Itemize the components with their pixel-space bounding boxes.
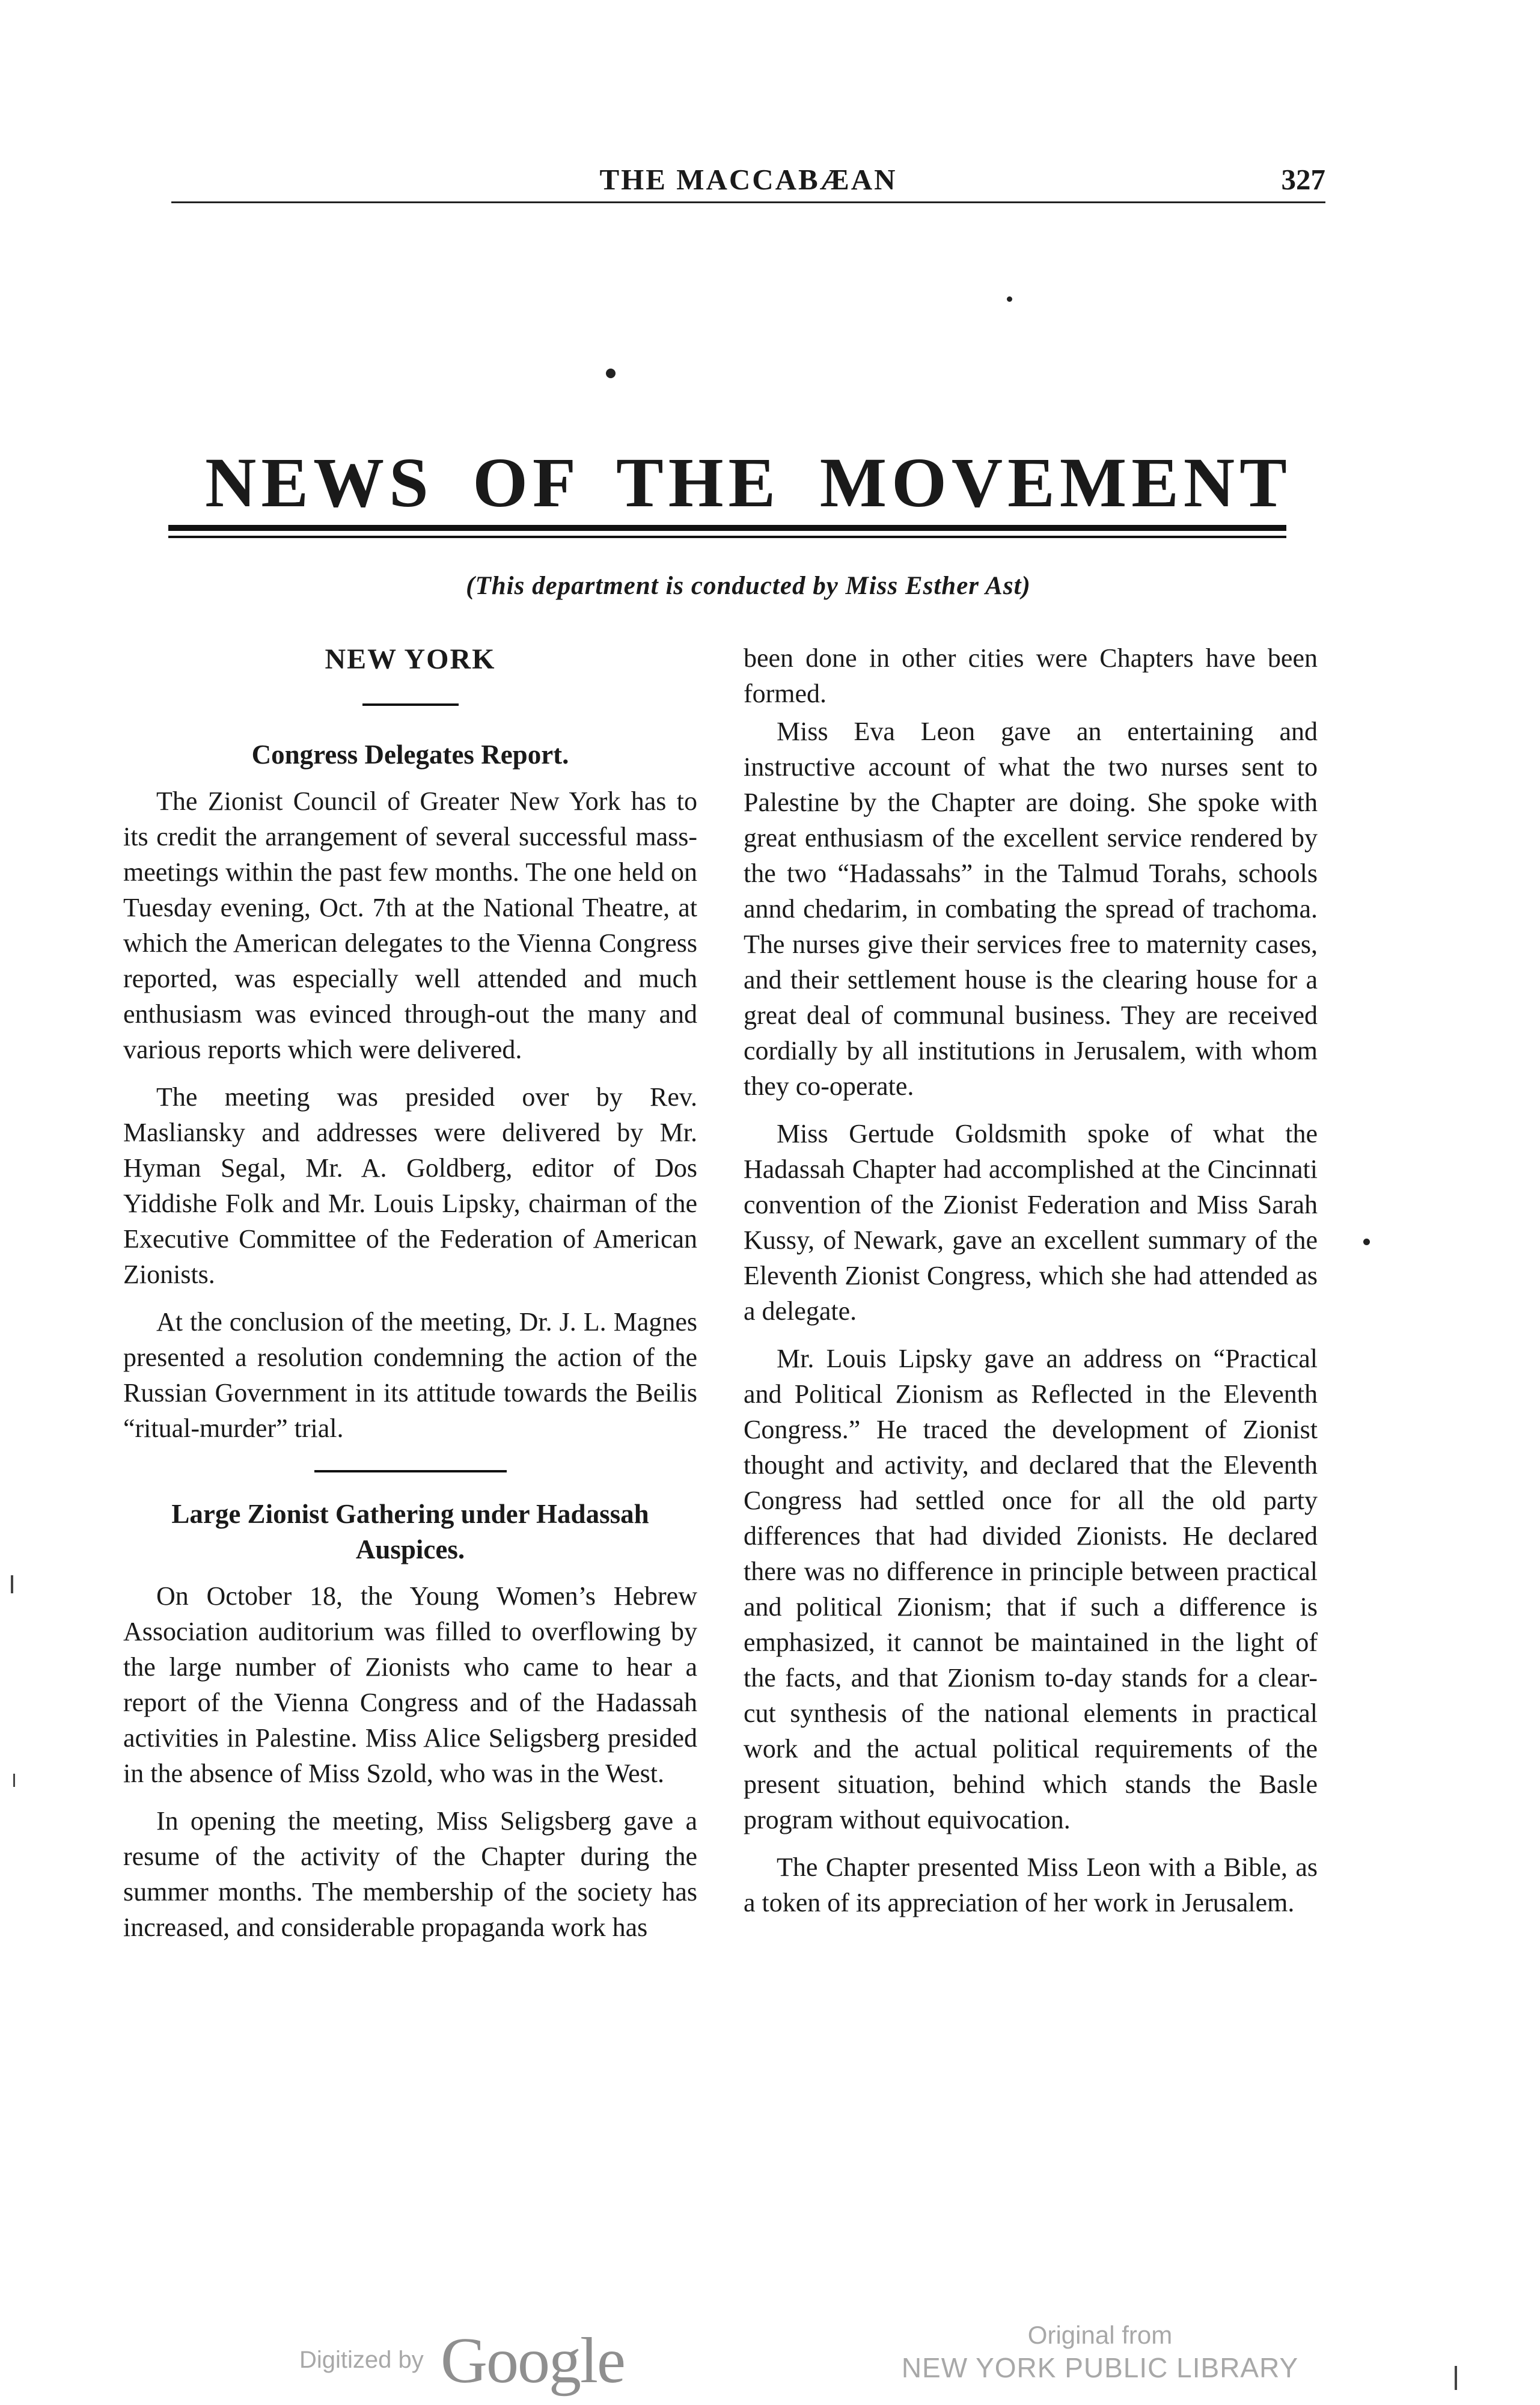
paragraph: Miss Eva Leon gave an entertaining and instructive account of what the two nurses sent to Palestine by the Chapter are doing. She spoke with great enthusiasm of the excellent service rendered by the two “Hadassahs” in the Talmud Torahs, schools annd chedarim, in combating the spread of trachoma. The nurses give their services free to maternity cases, and their settlement house is the clearing house for a great deal of communal business. They are received cordially by all institutions in Jerusalem, with whom they co-operate. bbox=[744, 717, 1318, 1101]
paragraph: In opening the meeting, Miss Seligsberg gave a resume of the activity of the Chapter during the summer months. The membership of the society has increased, and considerable propaganda work has bbox=[123, 1806, 697, 1942]
title-rule-thin bbox=[168, 536, 1286, 538]
paragraph: The meeting was presided over by Rev. Masliansky and addresses were delivered by Mr. Hyman Segal, Mr. A. Goldberg, editor of Dos Yiddishe Folk and Mr. Louis Lipsky, chairman of the Executive Committee of the Federation of American Zionists. bbox=[123, 1082, 697, 1289]
title-rule-thick bbox=[168, 525, 1286, 531]
section-title: NEWS OF THE MOVEMENT bbox=[205, 443, 1292, 522]
left-column bbox=[123, 640, 697, 1945]
subsection-heading: Large Zionist Gathering under Hadassah Auspices. bbox=[171, 1499, 649, 1564]
short-rule bbox=[362, 703, 459, 706]
journal-title: THE MACCABÆAN bbox=[599, 163, 897, 196]
paragraph: The Chapter presented Miss Leon with a Bible, as a token of its appreciation of her work in Jerusalem. bbox=[744, 1852, 1318, 1917]
paragraph: The Zionist Council of Greater New York has to its credit the arrangement of several successful mass-meetings within the past few months. The one held on Tuesday evening, Oct. 7th at the National Theatre, at which the American delegates to the Vienna Congress reported, was especially well attended and much enthusiasm was evinced through-out the many and various reports which were delivered. bbox=[123, 786, 697, 1064]
stray-dot bbox=[1007, 296, 1012, 302]
stray-dot bbox=[1363, 1239, 1370, 1245]
google-logo: Google bbox=[441, 2325, 625, 2397]
header-rule bbox=[171, 201, 1325, 203]
scan-mark bbox=[11, 1575, 13, 1593]
paragraph: At the conclusion of the meeting, Dr. J. L. Magnes presented a resolution condemning the action of the Russian Government in its attitude towards the Beilis “ritual-murder” trial. bbox=[123, 1307, 697, 1443]
scan-mark bbox=[13, 1774, 15, 1787]
stray-dot bbox=[606, 369, 616, 378]
digitized-by-google bbox=[299, 2324, 636, 2397]
digitized-by-label: Digitized by bbox=[299, 2347, 424, 2373]
paragraph: been done in other cities were Chapters have been formed. bbox=[744, 643, 1318, 708]
right-column bbox=[744, 640, 1318, 1932]
paragraph: Miss Gertude Goldsmith spoke of what the Hadassah Chapter had accomplished at the Cincinnati convention of the Zionist Federation and Miss Sarah Kussy, of Newark, gave an excellent summary of the Eleventh Zionist Congress, which she had attended as a delegate. bbox=[744, 1119, 1318, 1326]
original-from-label: Original from bbox=[1027, 2321, 1173, 2349]
short-rule bbox=[314, 1470, 507, 1472]
department-note: (This department is conducted by Miss Esther Ast) bbox=[466, 572, 1031, 600]
scan-mark bbox=[1455, 2366, 1457, 2390]
paragraph: Mr. Louis Lipsky gave an address on “Practical and Political Zionism as Reflected in the Eleventh Congress.” He traced the development of Zionist thought and activity, and declared that the Eleventh Congress had settled once for all the old party differences that had divided Zionists. He declared there was no difference in principle between practical and political Zionism; that if such a difference is emphasized, it cannot be maintained in the light of the facts, and that Zionism to-day stands for a clear-cut synthesis of the national elements in practical work and the actual political requirements of the present situation, behind which stands the Basle program without equivocation. bbox=[744, 1344, 1318, 1834]
running-head bbox=[171, 162, 1325, 198]
place-heading: NEW YORK bbox=[325, 643, 496, 675]
subsection-heading: Congress Delegates Report. bbox=[251, 740, 569, 770]
library-name: NEW YORK PUBLIC LIBRARY bbox=[901, 2352, 1299, 2383]
paragraph: On October 18, the Young Women’s Hebrew Association auditorium was filled to overflowing by the large number of Zionists who came to hear a report of the Vienna Congress and of the Hadassah activities in Palestine. Miss Alice Seligsberg presided in the absence of Miss Szold, who was in the West. bbox=[123, 1581, 697, 1788]
page-number: 327 bbox=[1281, 163, 1325, 196]
library-attribution bbox=[890, 2320, 1310, 2385]
